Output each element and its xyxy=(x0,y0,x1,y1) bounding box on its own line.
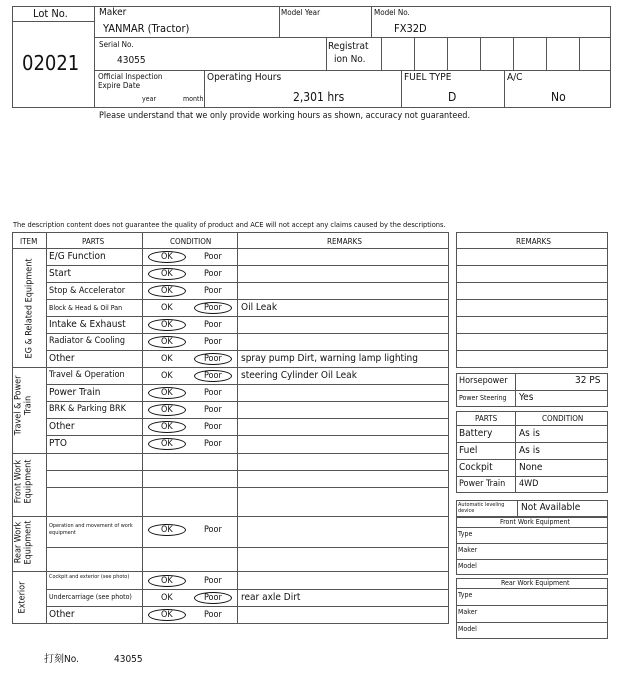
row-divider xyxy=(46,299,449,300)
divider xyxy=(279,6,280,37)
fuel-label: FUEL TYPE xyxy=(404,72,452,83)
group-label-rear: Rear Work Equipment xyxy=(13,520,34,565)
part-label: E/G Function xyxy=(49,251,106,262)
ac-label: A/C xyxy=(507,72,523,83)
part-label: Block & Head & Oil Pan xyxy=(49,304,123,312)
part-label: Intake & Exhaust xyxy=(49,319,126,330)
parts-cockpit-label: Cockpit xyxy=(459,462,493,473)
horsepower-value: 32 PS xyxy=(575,375,601,386)
divider xyxy=(456,425,608,426)
group-divider xyxy=(12,571,449,572)
parts-cockpit-value: None xyxy=(519,462,543,473)
part-label: BRK & Parking BRK xyxy=(49,404,126,414)
condition-ok: OK xyxy=(161,576,173,586)
header-remarks: REMARKS xyxy=(327,237,362,246)
condition-ok: OK xyxy=(161,252,173,262)
part-label: Other xyxy=(49,353,75,364)
part-label: Undercarriage (see photo) xyxy=(49,593,132,601)
ok-circle-mark xyxy=(148,609,186,621)
part-label: Cockpit and exterior (see photo) xyxy=(49,574,130,580)
condition-ok: OK xyxy=(161,269,173,279)
part-label: Travel & Operation xyxy=(49,370,125,380)
divider xyxy=(515,373,516,407)
part-label: Other xyxy=(49,609,75,620)
remark-text: steering Cylinder Oil Leak xyxy=(241,370,357,381)
rear-type-label: Type xyxy=(458,591,473,599)
front-type-label: Type xyxy=(458,530,473,538)
divider xyxy=(456,248,608,249)
condition-poor: Poor xyxy=(204,525,222,535)
rear-maker-label: Maker xyxy=(458,608,478,616)
right-remarks-header: REMARKS xyxy=(516,237,551,246)
part-label: Start xyxy=(49,268,71,279)
divider xyxy=(504,70,505,108)
part-label: Power Train xyxy=(49,387,101,398)
divider xyxy=(381,37,382,70)
row-divider xyxy=(46,316,449,317)
part-label: Stop & Accelerator xyxy=(49,286,126,296)
ok-circle-mark xyxy=(148,251,186,263)
divider xyxy=(456,559,608,560)
part-label: Operation and movement of work equipment xyxy=(49,523,133,536)
divider xyxy=(579,37,580,70)
divider xyxy=(456,588,608,589)
model-no-label: Model No. xyxy=(374,8,410,17)
condition-poor: Poor xyxy=(204,422,222,432)
condition-poor: Poor xyxy=(204,576,222,586)
group-label-eg: EG & Related Equipment xyxy=(24,258,35,359)
divider xyxy=(12,21,94,22)
front-model-label: Model xyxy=(458,562,477,570)
condition-ok: OK xyxy=(161,593,173,603)
front-maker-label: Maker xyxy=(458,546,478,554)
part-label: PTO xyxy=(49,438,67,449)
row-divider xyxy=(46,333,449,334)
inspection-label-2: Expire Date xyxy=(98,81,141,90)
condition-poor: Poor xyxy=(204,252,222,262)
divider xyxy=(513,37,514,70)
row-divider xyxy=(46,470,449,471)
condition-ok: OK xyxy=(161,525,173,535)
divider xyxy=(456,527,608,528)
hours-note: Please understand that we only provide working hours as shown, accuracy not guaranteed. xyxy=(99,111,471,121)
poor-circle-mark xyxy=(194,592,232,604)
condition-poor: Poor xyxy=(204,593,222,603)
condition-poor: Poor xyxy=(204,354,222,364)
condition-poor: Poor xyxy=(204,269,222,279)
group-divider xyxy=(12,367,449,368)
condition-poor: Poor xyxy=(204,320,222,330)
divider xyxy=(456,299,608,300)
divider xyxy=(142,232,143,624)
group-label-exterior: Exterior xyxy=(17,581,28,614)
divider xyxy=(12,248,449,249)
poor-circle-mark xyxy=(194,353,232,365)
group-divider xyxy=(12,453,449,454)
condition-poor: Poor xyxy=(204,610,222,620)
hours-value: 2,301 hrs xyxy=(293,90,345,104)
header-parts: PARTS xyxy=(82,237,105,246)
condition-ok: OK xyxy=(161,388,173,398)
ok-circle-mark xyxy=(148,387,186,399)
divider xyxy=(480,37,481,70)
divider xyxy=(456,390,608,391)
condition-poor: Poor xyxy=(204,337,222,347)
maker-label: Maker xyxy=(99,7,127,18)
divider xyxy=(456,333,608,334)
parts-powertrain-label: Power Train xyxy=(459,479,506,489)
ok-circle-mark xyxy=(148,268,186,280)
divider xyxy=(456,476,608,477)
condition-ok: OK xyxy=(161,371,173,381)
divider xyxy=(237,232,238,624)
row-divider xyxy=(46,418,449,419)
ok-circle-mark xyxy=(148,524,186,536)
ok-circle-mark xyxy=(148,575,186,587)
row-divider xyxy=(46,487,449,488)
header-condition: CONDITION xyxy=(170,237,212,246)
divider xyxy=(456,605,608,606)
condition-ok: OK xyxy=(161,405,173,415)
divider xyxy=(456,622,608,623)
condition-ok: OK xyxy=(161,320,173,330)
row-divider xyxy=(46,547,449,548)
divider xyxy=(401,70,402,108)
divider xyxy=(447,37,448,70)
serial-label: Serial No. xyxy=(99,40,134,49)
group-label-travel: Travel & Power Train xyxy=(13,375,34,436)
row-divider xyxy=(46,401,449,402)
power-steering-value: Yes xyxy=(519,392,534,403)
condition-ok: OK xyxy=(161,286,173,296)
divider xyxy=(546,37,547,70)
divider xyxy=(94,70,611,71)
condition-poor: Poor xyxy=(204,303,222,313)
ok-circle-mark xyxy=(148,319,186,331)
horsepower-label: Horsepower xyxy=(459,376,508,386)
serial-value: 43055 xyxy=(117,55,146,66)
ok-circle-mark xyxy=(148,336,186,348)
divider xyxy=(46,232,47,624)
inspection-label: Official Inspection xyxy=(98,72,163,81)
divider xyxy=(94,37,611,38)
poor-circle-mark xyxy=(194,370,232,382)
divider xyxy=(456,442,608,443)
condition-poor: Poor xyxy=(204,405,222,415)
row-divider xyxy=(46,350,449,351)
condition-ok: OK xyxy=(161,354,173,364)
month-label: month xyxy=(183,95,204,103)
divider xyxy=(326,37,327,70)
row-divider xyxy=(46,265,449,266)
divider xyxy=(456,316,608,317)
lot-number: 02021 xyxy=(22,51,80,75)
divider xyxy=(371,6,372,37)
header-item: ITEM xyxy=(20,237,38,246)
parts-battery-label: Battery xyxy=(459,428,493,439)
parts-powertrain-value: 4WD xyxy=(519,479,539,489)
divider xyxy=(94,6,95,108)
divider xyxy=(204,70,205,108)
hours-label: Operating Hours xyxy=(207,72,282,83)
condition-ok: OK xyxy=(161,303,173,313)
condition-ok: OK xyxy=(161,439,173,449)
divider xyxy=(456,282,608,283)
divider xyxy=(515,411,516,493)
lot-label: Lot No. xyxy=(33,7,68,20)
divider xyxy=(456,543,608,544)
divider xyxy=(414,37,415,70)
condition-poor: Poor xyxy=(204,371,222,381)
group-label-front: Front Work Equipment xyxy=(13,459,34,504)
condition-ok: OK xyxy=(161,337,173,347)
ac-value: No xyxy=(551,90,566,104)
group-divider xyxy=(12,516,449,517)
divider xyxy=(456,459,608,460)
stamp-value: 43055 xyxy=(114,654,143,665)
fuel-value: D xyxy=(448,90,457,104)
disclaimer: The description content does not guarantee the quality of product and ACE will not accept any claims caused by the descriptions. xyxy=(13,220,446,229)
row-divider xyxy=(46,384,449,385)
ok-circle-mark xyxy=(148,285,186,297)
row-divider xyxy=(46,606,449,607)
remark-text: spray pump Dirt, warning lamp lighting xyxy=(241,353,418,364)
condition-header: CONDITION xyxy=(542,414,584,423)
registration-label: Registrat xyxy=(328,41,369,52)
front-work-title: Front Work Equipment xyxy=(500,518,570,526)
part-label: Radiator & Cooling xyxy=(49,336,125,346)
condition-poor: Poor xyxy=(204,286,222,296)
remarks-box xyxy=(456,232,608,368)
remark-text: rear axle Dirt xyxy=(241,592,301,603)
power-steering-label: Power Steering xyxy=(459,394,507,402)
divider xyxy=(517,500,518,517)
ok-circle-mark xyxy=(148,404,186,416)
row-divider xyxy=(46,589,449,590)
condition-poor: Poor xyxy=(204,388,222,398)
condition-ok: OK xyxy=(161,610,173,620)
rear-work-title: Rear Work Equipment xyxy=(501,579,570,587)
condition-ok: OK xyxy=(161,422,173,432)
model-year-label: Model Year xyxy=(281,8,321,17)
registration-label-2: ion No. xyxy=(334,54,366,65)
ok-circle-mark xyxy=(148,438,186,450)
parts-battery-value: As is xyxy=(519,428,540,439)
part-label: Other xyxy=(49,421,75,432)
condition-poor: Poor xyxy=(204,439,222,449)
divider xyxy=(456,265,608,266)
ok-circle-mark xyxy=(148,421,186,433)
model-no-value: FX32D xyxy=(394,22,427,35)
maker-value: YANMAR (Tractor) xyxy=(103,22,190,35)
stamp-label: 打刻No. xyxy=(44,654,79,665)
rear-model-label: Model xyxy=(458,625,477,633)
parts-header: PARTS xyxy=(475,414,498,423)
row-divider xyxy=(46,282,449,283)
parts-fuel-label: Fuel xyxy=(459,445,478,456)
row-divider xyxy=(46,435,449,436)
remark-text: Oil Leak xyxy=(241,302,278,313)
auto-leveling-label: Automatic leveling device xyxy=(458,502,505,514)
parts-fuel-value: As is xyxy=(519,445,540,456)
poor-circle-mark xyxy=(194,302,232,314)
divider xyxy=(456,350,608,351)
auto-leveling-value: Not Available xyxy=(521,502,581,513)
year-label: year xyxy=(142,95,157,103)
